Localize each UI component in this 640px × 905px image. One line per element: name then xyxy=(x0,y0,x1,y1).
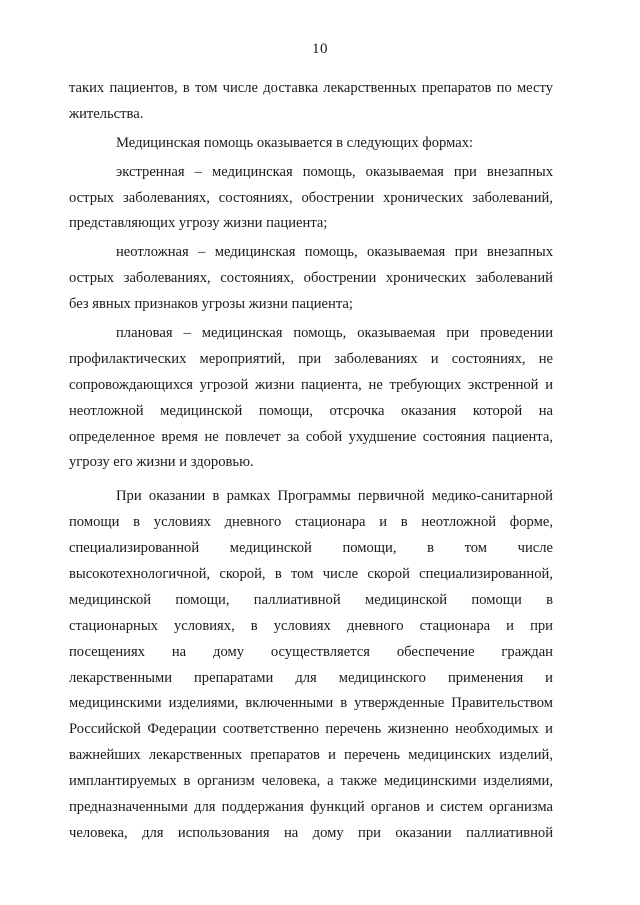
text-line: острых заболеваниях, состояниях, обострении хронических заболеваний, xyxy=(69,189,553,206)
text-line: стационарных условиях, в условиях дневного стационара и при xyxy=(69,617,553,634)
text-line: без явных признаков угрозы жизни пациента; xyxy=(69,296,353,313)
text-line: сопровождающихся угрозой жизни пациента, не требующих экстренной и xyxy=(69,376,553,393)
text-line: угрозу его жизни и здоровью. xyxy=(69,454,254,471)
text-line: определенное время не повлечет за собой ухудшение состояния пациента, xyxy=(69,428,553,445)
text-line: экстренная – медицинская помощь, оказываемая при внезапных xyxy=(116,163,553,180)
text-line: медицинской помощи, паллиативной медицинской помощи в xyxy=(69,591,553,608)
text-line: неотложной медицинской помощи, отсрочка оказания которой на xyxy=(69,402,553,419)
text-line: человека, для использования на дому при оказании паллиативной xyxy=(69,824,553,841)
text-line: неотложная – медицинская помощь, оказываемая при внезапных xyxy=(116,244,553,261)
text-line: важнейших лекарственных препаратов и перечень медицинских изделий, xyxy=(69,747,553,764)
paragraph-continuation xyxy=(69,76,553,128)
text-line: При оказании в рамках Программы первичной медико-санитарной xyxy=(116,488,553,505)
text-line: плановая – медицинская помощь, оказываемая при проведении xyxy=(116,325,553,342)
text-line: предназначенными для поддержания функций органов и систем организма xyxy=(69,799,553,816)
text-line: Медицинская помощь оказывается в следующих формах: xyxy=(116,134,474,151)
text-line: Российской Федерации соответственно перечень жизненно необходимых и xyxy=(69,721,553,738)
text-line: имплантируемых в организм человека, а также медицинскими изделиями, xyxy=(69,773,553,790)
paragraph-forms-intro xyxy=(69,131,553,157)
document-body xyxy=(69,76,553,847)
text-line: медицинскими изделиями, включенными в утвержденные Правительством xyxy=(69,695,553,712)
paragraph-planned xyxy=(69,321,553,476)
text-line: таких пациентов, в том числе доставка лекарственных препаратов по месту xyxy=(69,80,553,96)
text-line: лекарственными препаратами для медицинского применения и xyxy=(69,669,553,686)
text-line: профилактических мероприятий, при заболеваниях и состояниях, не xyxy=(69,350,553,367)
paragraph-urgent xyxy=(69,240,553,318)
paragraph-emergency xyxy=(69,160,553,238)
page-number: 10 xyxy=(312,41,328,57)
text-line: острых заболеваниях, состояниях, обострении хронических заболеваний xyxy=(69,270,553,287)
text-line: специализированной медицинской помощи, в том числе xyxy=(69,540,553,557)
text-line: помощи в условиях дневного стационара и в неотложной форме, xyxy=(69,514,553,531)
text-line: высокотехнологичной, скорой, в том числе скорой специализированной, xyxy=(69,566,553,583)
text-line: жительства. xyxy=(69,105,144,122)
text-line: представляющих угрозу жизни пациента; xyxy=(69,215,328,232)
paragraph-program-provision xyxy=(69,484,553,846)
text-line: посещениях на дому осуществляется обеспечение граждан xyxy=(69,643,553,660)
